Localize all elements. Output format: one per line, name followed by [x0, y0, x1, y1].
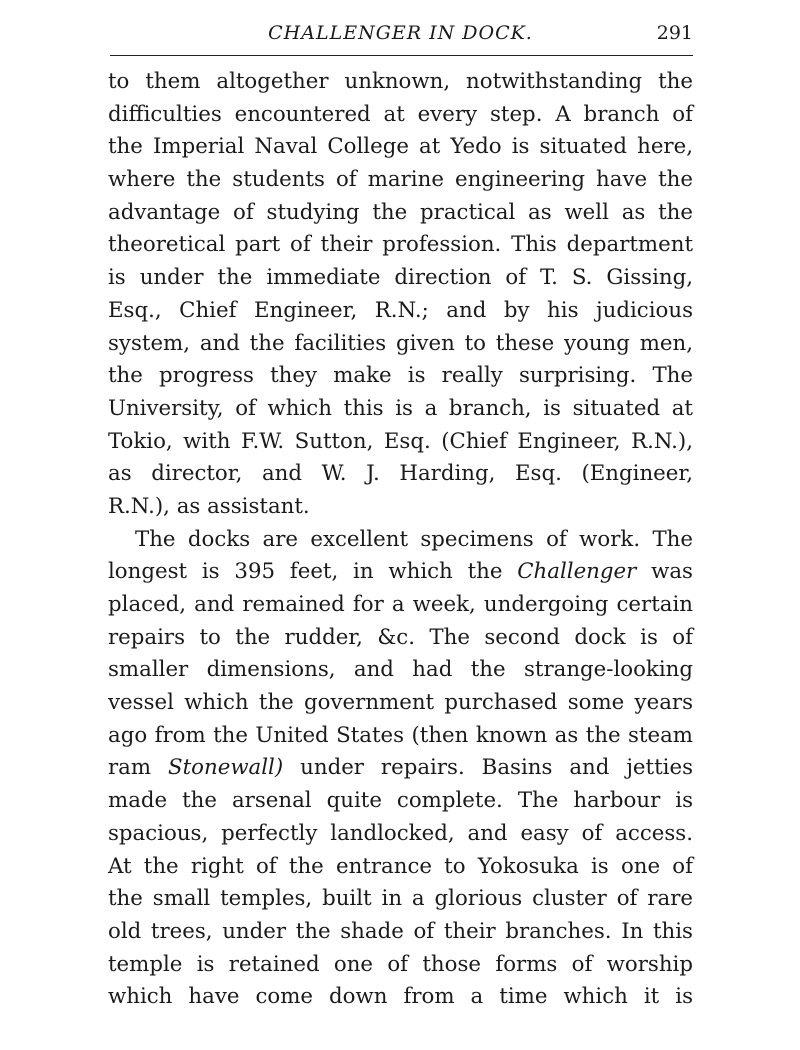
- text-line: advantage of studying the practical as well as the: [108, 199, 693, 225]
- text-line: the Imperial Naval College at Yedo is situated here,: [108, 134, 693, 160]
- body-text: [108, 66, 693, 1014]
- text-line: Tokio, with F.W. Sutton, Esq. (Chief Engineer, R.N.),: [108, 428, 693, 454]
- text-span: was: [651, 559, 693, 585]
- text-line: At the right of the entrance to Yokosuka is one of: [108, 853, 693, 879]
- text-line: The docks are excellent specimens of work. The: [135, 526, 693, 552]
- text-line: University, of which this is a branch, is situated at: [108, 395, 693, 421]
- text-line: vessel which the government purchased some years: [108, 690, 693, 716]
- text-line: which have come down from a time which it is: [108, 984, 693, 1010]
- text-line: [108, 752, 693, 785]
- page-number: 291: [656, 22, 693, 44]
- text-line: the progress they make is really surprising. The: [108, 363, 693, 389]
- text-line: ago from the United States (then known as the steam: [108, 722, 693, 748]
- text-line: smaller dimensions, and had the strange-looking: [108, 657, 693, 683]
- text-line: spacious, perfectly landlocked, and easy of access.: [108, 820, 693, 846]
- ship-name: Challenger: [517, 559, 637, 585]
- text-line: as director, and W. J. Harding, Esq. (Engineer,: [108, 461, 693, 487]
- text-span: longest is 395 feet, in which the: [108, 559, 503, 585]
- text-line: is under the immediate direction of T. S. Gissing,: [108, 265, 693, 291]
- text-line: R.N.), as assistant.: [108, 493, 310, 519]
- page-header: [108, 20, 693, 50]
- text-line: to them altogether unknown, notwithstanding the: [108, 69, 693, 94]
- text-line: old trees, under the shade of their branches. In this: [108, 918, 693, 944]
- text-span: ram: [108, 755, 152, 781]
- text-line: temple is retained one of those forms of worship: [108, 951, 693, 977]
- text-line: repairs to the rudder, &c. The second dock is of: [108, 624, 693, 650]
- text-line: difficulties encountered at every step. A branch of: [108, 101, 693, 127]
- running-title: CHALLENGER IN DOCK.: [268, 22, 533, 44]
- text-line: system, and the facilities given to these young men,: [108, 330, 693, 356]
- header-rule: [110, 55, 693, 56]
- text-line: theoretical part of their profession. This department: [108, 232, 693, 258]
- text-span: under repairs. Basins and jetties: [300, 755, 693, 781]
- text-line: where the students of marine engineering have the: [108, 167, 693, 193]
- text-line: Esq., Chief Engineer, R.N.; and by his judicious: [108, 297, 693, 323]
- text-line: placed, and remained for a week, undergoing certain: [108, 592, 693, 617]
- text-line: the small temples, built in a glorious cluster of rare: [108, 886, 693, 912]
- ship-name: Stonewall): [168, 755, 284, 781]
- text-line: made the arsenal quite complete. The harbour is: [108, 788, 693, 814]
- text-line: [108, 556, 693, 589]
